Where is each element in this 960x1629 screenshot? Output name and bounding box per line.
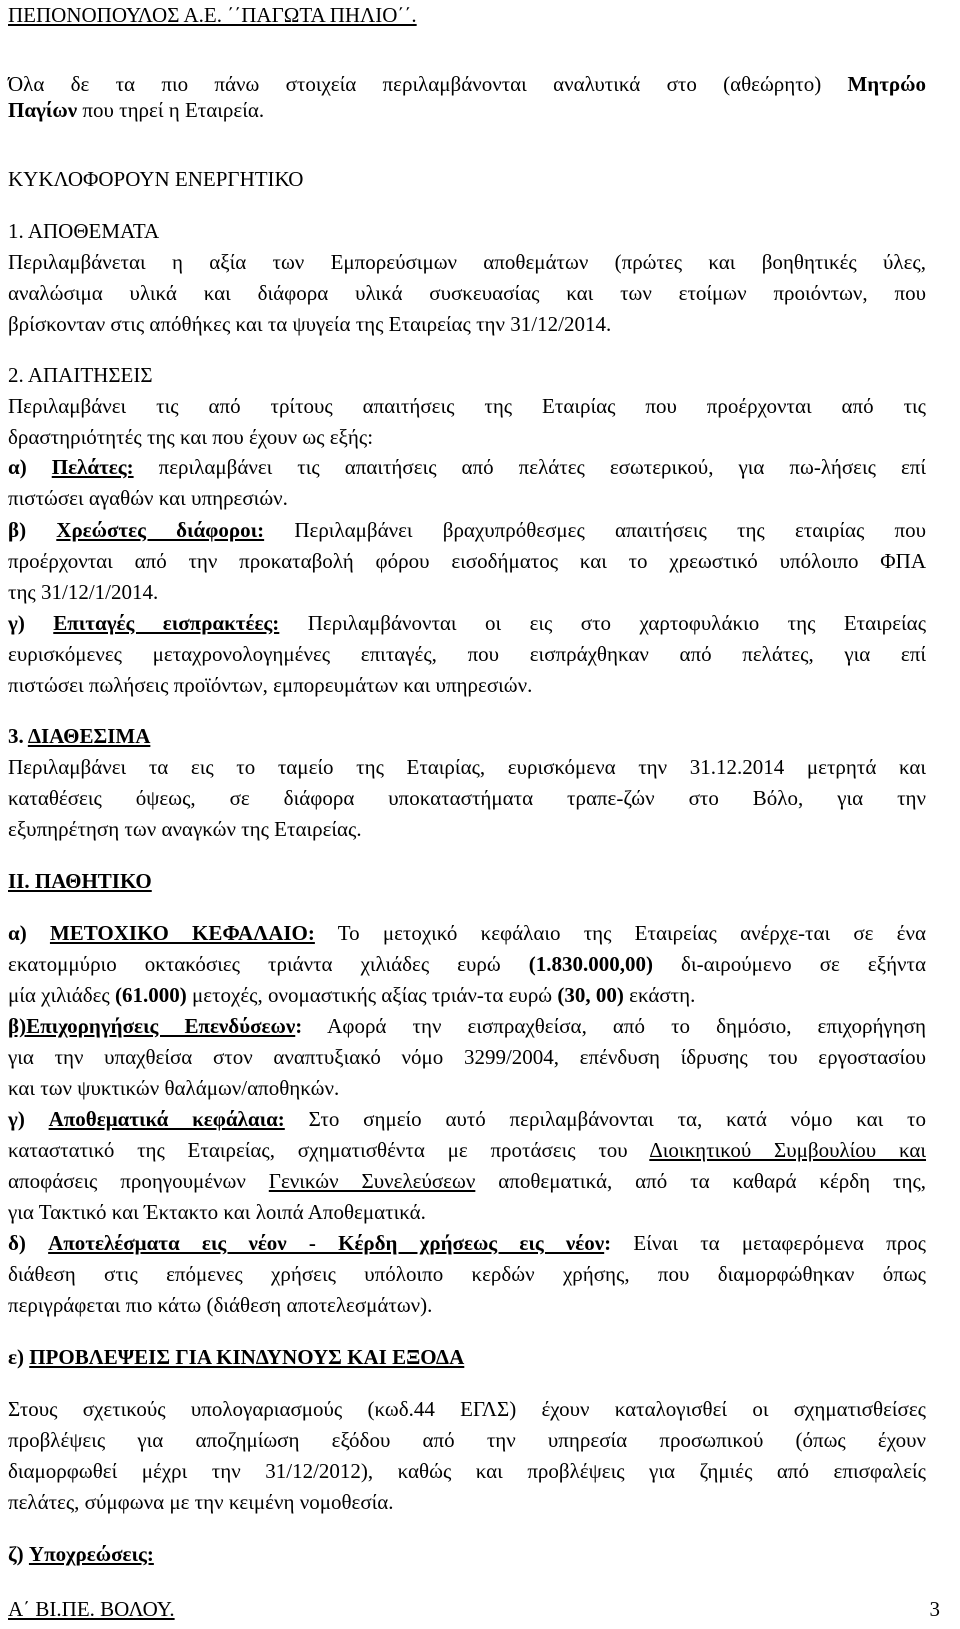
item-text: καταστατικό της Εταιρείας, σχηματισθέντα με προτάσεις του — [8, 1138, 628, 1162]
footer-address: Α΄ ΒΙ.ΠΕ. ΒΟΛΟΥ. — [8, 1597, 175, 1621]
receivables-b-line-2: προέρχονται από την προκαταβολή φόρου εισοδήματος και το χρεωστικό υπόλοιπο ΦΠΑ — [8, 549, 926, 573]
share-capital-line-1 — [8, 920, 926, 946]
item-prefix: γ) — [8, 611, 25, 635]
grants-line-2: για την υπαχθείσα στον αναπτυξιακό νόμο 3299/2004, επένδυση ίδρυσης του εργοστασίου — [8, 1045, 926, 1069]
reserves-line-4: για Τακτικό και Έκτακτο και λοιπά Αποθεματικά. — [8, 1200, 426, 1224]
item-prefix: α) — [8, 921, 27, 945]
item-text: Περιλαμβάνονται οι εις στο χαρτοφυλάκιο της Εταιρείας — [307, 611, 927, 635]
retained-earnings-line-1 — [8, 1230, 926, 1256]
liabilities-heading: ΙΙ. ΠΑΘΗΤΙΚΟ — [8, 869, 152, 893]
share-capital-line-2 — [8, 951, 926, 977]
item-text: Στο σημείο αυτό περιλαμβάνονται τα, κατά νόμο και το — [308, 1107, 926, 1131]
receivables-b-line-1 — [8, 517, 926, 543]
liabilities-heading-f — [8, 1541, 926, 1567]
item-term: ΠΡΟΒΛΕΨΕΙΣ ΓΙΑ ΚΙΝΔΥΝΟΥΣ ΚΑΙ ΕΞΟΔΑ — [29, 1345, 465, 1369]
receivables-c-line-1 — [8, 610, 926, 636]
item-text-underlined: Διοικητικού Συμβουλίου και — [649, 1138, 927, 1162]
item-prefix: ε) — [8, 1345, 24, 1369]
amount-value: (61.000) — [115, 983, 187, 1007]
item-prefix: β) — [8, 518, 27, 542]
reserves-line-2 — [8, 1137, 926, 1163]
item-term: Επιταγές εισπρακτέες: — [53, 611, 280, 635]
item-term: Αποτελέσματα εις νέον - Κέρδη χρήσεως εις νέον — [48, 1231, 605, 1255]
item-text-underlined: Γενικών Συνελεύσεων — [268, 1169, 476, 1193]
item-text: περιλαμβάνει τις απαιτήσεις από πελάτες εσωτερικού, για πω-λήσεις επί — [158, 455, 927, 479]
provisions-line-1: Στους σχετικούς υπολογαριασμούς (κωδ.44 ΕΓΛΣ) έχουν καταλογισθεί οι σχηματισθείσες — [8, 1397, 926, 1421]
intro-line-2 — [8, 97, 926, 123]
share-capital-line-3 — [8, 982, 926, 1008]
cash-heading — [8, 723, 926, 749]
inventory-heading: 1. ΑΠΟΘΕΜΑΤΑ — [8, 219, 160, 243]
item-colon: : — [295, 1014, 303, 1038]
intro-text: που τηρεί η Εταιρεία. — [82, 98, 265, 122]
item-colon: : — [604, 1231, 612, 1255]
receivables-a-line-1 — [8, 454, 926, 480]
item-term: Υποχρεώσεις: — [28, 1542, 154, 1566]
receivables-line-2: δραστηριότητές της και που έχουν ως εξής: — [8, 425, 374, 449]
item-text: Περιλαμβάνει βραχυπρόθεσμες απαιτήσεις της εταιρίας που — [294, 518, 927, 542]
intro-bold: Μητρώο — [847, 72, 926, 96]
page-number: 3 — [929, 1597, 940, 1621]
receivables-a-line-2: πιστώσει αγαθών και υπηρεσιών. — [8, 486, 288, 510]
item-text: Είναι τα μεταφερόμενα προς — [633, 1231, 927, 1255]
intro-text: Όλα δε τα πιο πάνω στοιχεία περιλαμβάνονται αναλυτικά στο (αθεώρητο) — [8, 72, 822, 96]
amount-value: (1.830.000,00) — [528, 952, 653, 976]
item-term: ΜΕΤΟΧΙΚΟ ΚΕΦΑΛΑΙΟ: — [49, 921, 315, 945]
cash-line-1: Περιλαμβάνει τα εις το ταμείο της Εταιρίας, ευρισκόμενα την 31.12.2014 μετρητά και — [8, 755, 926, 779]
provisions-line-2: προβλέψεις για αποζημίωση εξόδου από την υπηρεσία προσωπικού (όπως έχουν — [8, 1428, 926, 1452]
intro-bold: Παγίων — [8, 98, 78, 122]
reserves-line-3 — [8, 1168, 926, 1194]
cash-line-3: εξυπηρέτηση των αναγκών της Εταιρείας. — [8, 817, 362, 841]
item-text: αποθεματικά, από τα καθαρά κέρδη της, — [498, 1169, 927, 1193]
item-text: αποφάσεις προηγουμένων — [8, 1169, 246, 1193]
item-prefix: δ) — [8, 1231, 26, 1255]
item-prefix: α) — [8, 455, 27, 479]
inventory-line-2: αναλώσιμα υλικά και διάφορα υλικά συσκευασίας και των ετοίμων προιόντων, που — [8, 281, 926, 305]
item-term: Πελάτες: — [51, 455, 134, 479]
current-assets-heading: ΚΥΚΛΟΦΟΡΟΥΝ ΕΝΕΡΓΗΤΙΚΟ — [8, 167, 304, 191]
grants-line-1 — [8, 1013, 926, 1039]
cash-line-2: καταθέσεις όψεως, σε διάφορα υποκαταστήματα τραπε-ζών στο Βόλο, για την — [8, 786, 926, 810]
retained-earnings-line-2: διάθεση στις επόμενες χρήσεις υπόλοιπο κερδών χρήσης, που διαμορφώθηκαν όπως — [8, 1262, 926, 1286]
receivables-line-1: Περιλαμβάνει τις από τρίτους απαιτήσεις της Εταιρίας που προέρχονται από τις — [8, 394, 926, 418]
provisions-line-3: διαμορφωθεί μέχρι την 31/12/2012), καθώς και προβλέψεις για ζημιές από επισφαλείς — [8, 1459, 926, 1483]
receivables-b-line-3: της 31/12/1/2014. — [8, 580, 159, 604]
item-prefix: β) — [8, 1014, 27, 1038]
inventory-line-3: βρίσκονταν στις απόθήκες και τα ψυγεία της Εταιρείας την 31/12/2014. — [8, 312, 612, 336]
grants-line-3: και των ψυκτικών θαλάμων/αποθηκών. — [8, 1076, 340, 1100]
item-text: εκατομμύριο οκτακόσιες τριάντα χιλιάδες ευρώ — [8, 952, 501, 976]
item-text: δι-αιρούμενο σε εξήντα — [681, 952, 926, 976]
reserves-line-1 — [8, 1106, 926, 1132]
item-text: εκάστη. — [629, 983, 696, 1007]
inventory-line-1: Περιλαμβάνεται η αξία των Εμπορεύσιμων αποθεμάτων (πρώτες και βοηθητικές ύλες, — [8, 250, 926, 274]
item-prefix: γ) — [8, 1107, 25, 1131]
intro-line-1 — [8, 71, 926, 97]
item-text: μετοχές, ονομαστικής αξίας τριάν-τα ευρώ — [192, 983, 553, 1007]
item-text: Το μετοχικό κεφάλαιο της Εταιρείας ανέρχε-ται σε ένα — [337, 921, 926, 945]
item-term: Επιχορηγήσεις Επενδύσεων — [26, 1014, 296, 1038]
item-text: μία χιλιάδες — [8, 983, 110, 1007]
cash-number: 3. — [8, 724, 24, 748]
item-prefix: ζ) — [8, 1542, 24, 1566]
receivables-c-line-2: ευρισκόμενες μεταχρονολογημένες επιταγές, που εισπράχθηκαν από πελάτες, για επί — [8, 642, 926, 666]
receivables-heading: 2. ΑΠΑΙΤΗΣΕΙΣ — [8, 363, 153, 387]
provisions-heading — [8, 1344, 926, 1370]
provisions-line-4: πελάτες, σύμφωνα με την κειμένη νομοθεσία. — [8, 1490, 394, 1514]
amount-value: (30, 00) — [557, 983, 624, 1007]
item-text: Αφορά την εισπραχθείσα, από το δημόσιο, επιχορήγηση — [327, 1014, 926, 1038]
item-term: Χρεώστες διάφοροι: — [56, 518, 265, 542]
retained-earnings-line-3: περιγράφεται πιο κάτω (διάθεση αποτελεσμάτων). — [8, 1293, 433, 1317]
item-term: Αποθεματικά κεφάλαια: — [48, 1107, 285, 1131]
cash-title: ΔΙΑΘΕΣΙΜΑ — [27, 724, 151, 748]
receivables-c-line-3: πιστώσει πωλήσεις προϊόντων, εμπορευμάτων και υπηρεσιών. — [8, 673, 533, 697]
page-header-title: ΠΕΠΟΝΟΠΟΥΛΟΣ Α.Ε. ΄΄ΠΑΓΩΤΑ ΠΗΛΙΟ΄΄. — [8, 3, 417, 27]
